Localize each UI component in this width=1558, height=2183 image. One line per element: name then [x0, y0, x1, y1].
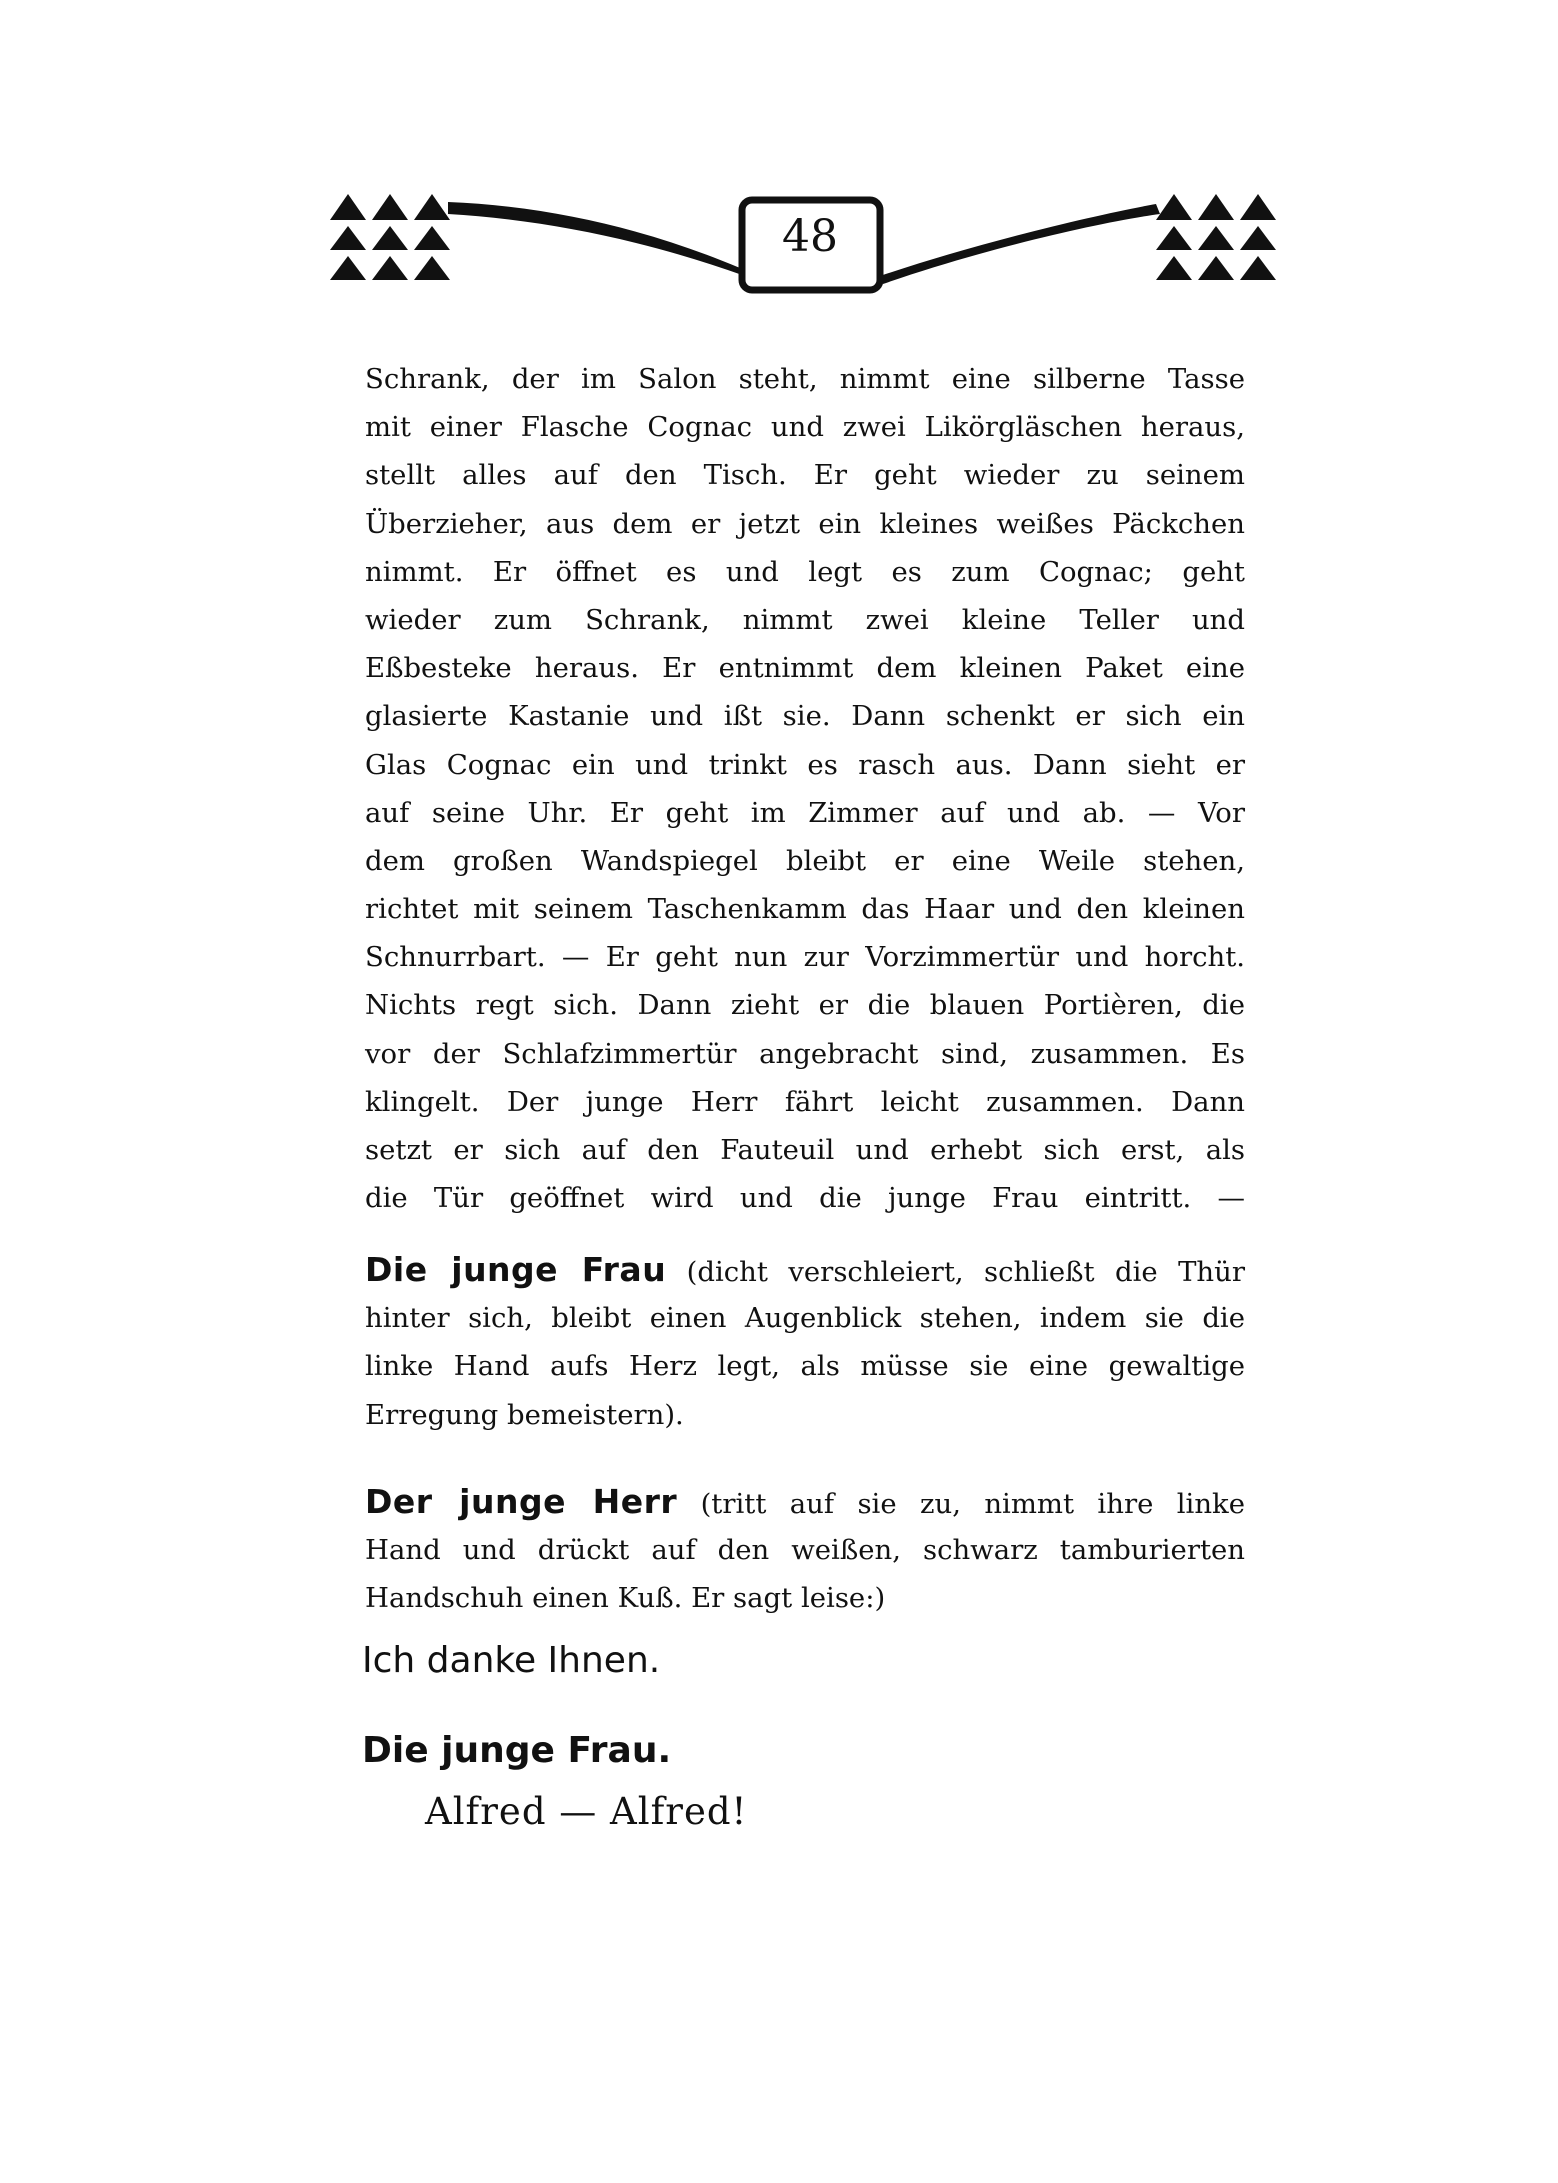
frau-first-line [365, 1246, 1245, 1294]
spade-cluster-right-icon [1156, 194, 1276, 280]
stage-line: Schrank, der im Salon steht, nimmt eine silberne Tasse [365, 363, 1245, 395]
stage-line: mit einer Flasche Cognac und zwei Likörgläschen heraus, [365, 411, 1245, 444]
stage-line: Glas Cognac ein und trinkt es rasch aus. Dann sieht er [365, 748, 1245, 781]
frau-dialogue-block [365, 1246, 1245, 1439]
stage-line: vor der Schlafzimmertür angebracht sind, zusammen. Es [365, 1037, 1245, 1070]
stage-line: Schnurrbart. — Er geht nun zur Vorzimmertür und horcht. [365, 941, 1245, 974]
stage-line: setzt er sich auf den Fauteuil und erhebt sich erst, als [365, 1134, 1245, 1166]
frau-line: linke Hand aufs Herz legt, als müsse sie eine gewaltige [365, 1350, 1245, 1383]
spade-cluster-left-icon [330, 194, 450, 280]
stage-line: wieder zum Schrank, nimmt zwei kleine Teller und [365, 603, 1245, 636]
stage-line: die Tür geöffnet wird und die junge Frau eintritt. — [365, 1182, 1245, 1215]
herr-speech: Ich danke Ihnen. [362, 1640, 661, 1681]
herr-line: Hand und drückt auf den weißen, schwarz tamburierten [365, 1534, 1245, 1567]
page-number: 48 [782, 210, 838, 262]
stage-line: auf seine Uhr. Er geht im Zimmer auf und ab. — Vor [365, 796, 1245, 829]
stage-direction-inline: (dicht verschleiert, schließt die Thür [686, 1256, 1245, 1288]
herr-line: Handschuh einen Kuß. Er sagt leise:) [365, 1582, 886, 1615]
stage-line: stellt alles auf den Tisch. Er geht wieder zu seinem [365, 459, 1245, 492]
frau-speech: Alfred — Alfred! [425, 1790, 748, 1833]
speaker-name: Der junge Herr [365, 1482, 678, 1521]
herr-first-line [365, 1478, 1245, 1526]
speaker-name: Die junge Frau [365, 1250, 667, 1289]
frau-line: Erregung bemeistern). [365, 1398, 684, 1431]
stage-line: dem großen Wandspiegel bleibt er eine Weile stehen, [365, 844, 1245, 877]
stage-direction [365, 355, 1245, 1222]
stage-line: richtet mit seinem Taschenkamm das Haar und den kleinen [365, 893, 1245, 926]
stage-line: Eßbesteke heraus. Er entnimmt dem kleinen Paket eine [365, 652, 1245, 685]
ornament-swash-left [448, 202, 745, 276]
ornament-swash-right [880, 204, 1160, 284]
stage-line: nimmt. Er öffnet es und legt es zum Cognac; geht [365, 555, 1245, 588]
stage-line: Nichts regt sich. Dann zieht er die blauen Portièren, die [365, 989, 1245, 1022]
stage-direction-inline: (tritt auf sie zu, nimmt ihre linke [700, 1488, 1245, 1520]
stage-line: glasierte Kastanie und ißt sie. Dann schenkt er sich ein [365, 700, 1245, 733]
stage-line: klingelt. Der junge Herr fährt leicht zusammen. Dann [365, 1085, 1245, 1118]
stage-line: Überzieher, aus dem er jetzt ein kleines weißes Päckchen [365, 507, 1245, 540]
frau-line: hinter sich, bleibt einen Augenblick stehen, indem sie die [365, 1302, 1245, 1335]
speaker-name: Die junge Frau. [362, 1730, 672, 1771]
herr-dialogue-block [365, 1478, 1245, 1623]
